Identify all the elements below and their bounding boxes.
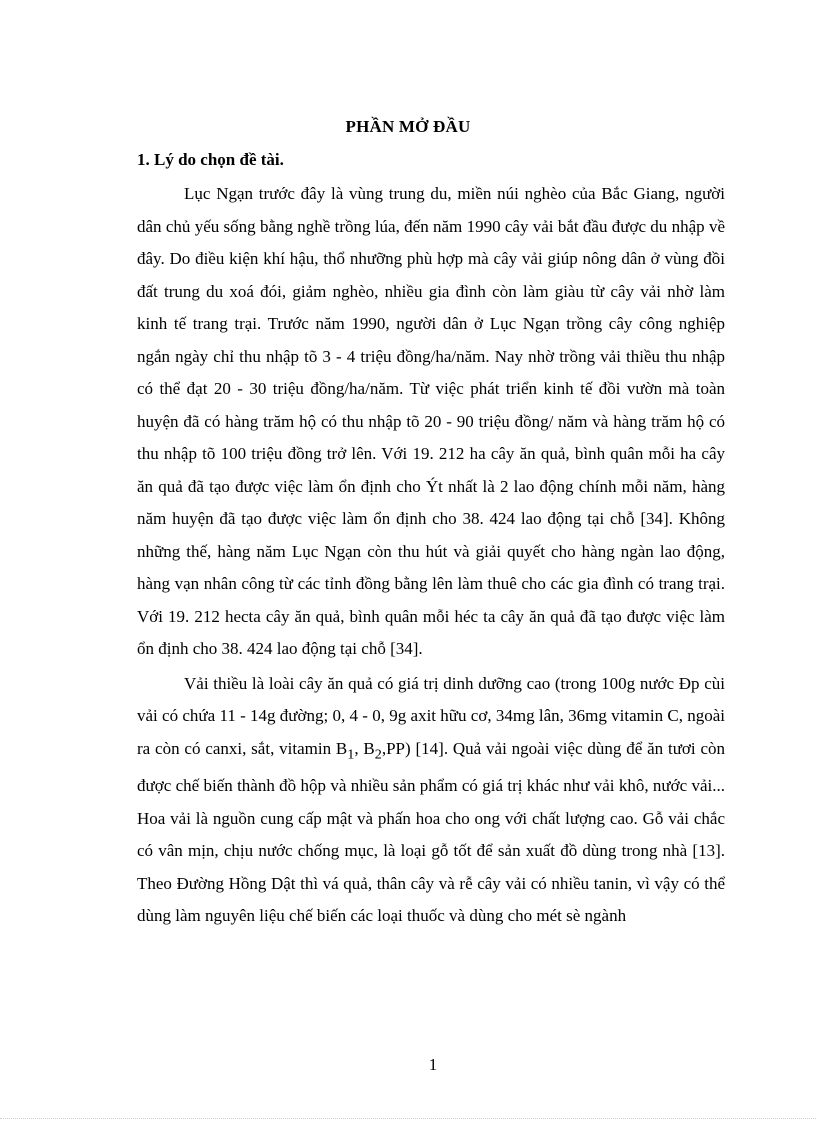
page-bottom-border <box>0 1117 816 1119</box>
section-heading: 1. Lý do chọn đề tài. <box>137 150 284 169</box>
page-number: 1 <box>428 1055 438 1074</box>
paragraph-2-part-a: Vải thiều là loài cây ăn quả có giá trị dinh dưỡng cao (trong 100g nước Ðp cùi vải có chứa 11 - 14g đường; 0, 4 - 0, 9g axit hữu cơ, 34mg lân, 36mg vitamin C, ngoài ra còn có canxi, sắt, vitamin B <box>137 673 725 758</box>
paragraph-2-part-c: ,PP) [14]. Quả vải ngoài việc dùng để ăn tươi còn được chế biến thành đồ hộp và nhiều sản phẩm có giá trị khác như vải khô, nước vải... Hoa vải là nguồn cung cấp mật và phấn hoa cho ong với chất lượng cao. Gỗ vải chắc có vân mịn, chịu nước chống mục, là loại gỗ tốt để sản xuất đồ dùng trong nhà [13]. Theo Đường Hồng Dật thì vá quả, thân cây và rễ cây vải có nhiều tanin, vì vậy có thể dùng làm nguyên liệu chế biến các loại thuốc và dùng cho mét sè ngành <box>137 738 725 926</box>
paragraph-2-part-b: , B <box>354 738 375 758</box>
subscript-b2: 2 <box>374 745 382 762</box>
page-title: PHẦN MỞ ĐẦU <box>345 117 471 136</box>
subscript-b1: 1 <box>347 745 355 762</box>
body-text <box>137 178 725 935</box>
paragraph-2 <box>137 668 725 933</box>
paragraph-1: Lục Ngạn trước đây là vùng trung du, miền núi nghèo của Bắc Giang, người dân chủ yếu sống bằng nghề trồng lúa, đến năm 1990 cây vải bắt đầu được du nhập về đây. Do điều kiện khí hậu, thổ nhưỡng phù hợp mà cây vải giúp nông dân ở vùng đồi đất trung du xoá đói, giảm nghèo, nhiều gia đình còn làm giàu từ cây vải nhờ làm kinh tế trang trại. Trước năm 1990, người dân ở Lục Ngạn trồng cây công nghiệp ngắn ngày chỉ thu nhập tõ 3 - 4 triệu đồng/ha/năm. Nay nhờ trồng vải thiều thu nhập có thể đạt 20 - 30 triệu đồng/ha/năm. Từ việc phát triển kinh tế đồi vườn mà toàn huyện đã có hàng trăm hộ có thu nhập tõ 20 - 90 triệu đồng/ năm và hàng trăm hộ có thu nhập tõ 100 triệu đồng trở lên. Với 19. 212 ha cây ăn quả, bình quân mỗi ha cây ăn quả đã tạo được việc làm ổn định cho Ýt nhất là 2 lao động chính mỗi năm, hàng năm huyện đã tạo được việc làm ổn định cho 38. 424 lao động tại chỗ [34]. Không những thế, hàng năm Lục Ngạn còn thu hút và giải quyết cho hàng ngàn lao động, hàng vạn nhân công từ các tỉnh đồng bằng lên làm thuê cho các gia đình có trang trại. Với 19. 212 hecta cây ăn quả, bình quân mỗi héc ta cây ăn quả đã tạo được việc làm ổn định cho 38. 424 lao động tại chỗ [34]. <box>137 184 725 658</box>
